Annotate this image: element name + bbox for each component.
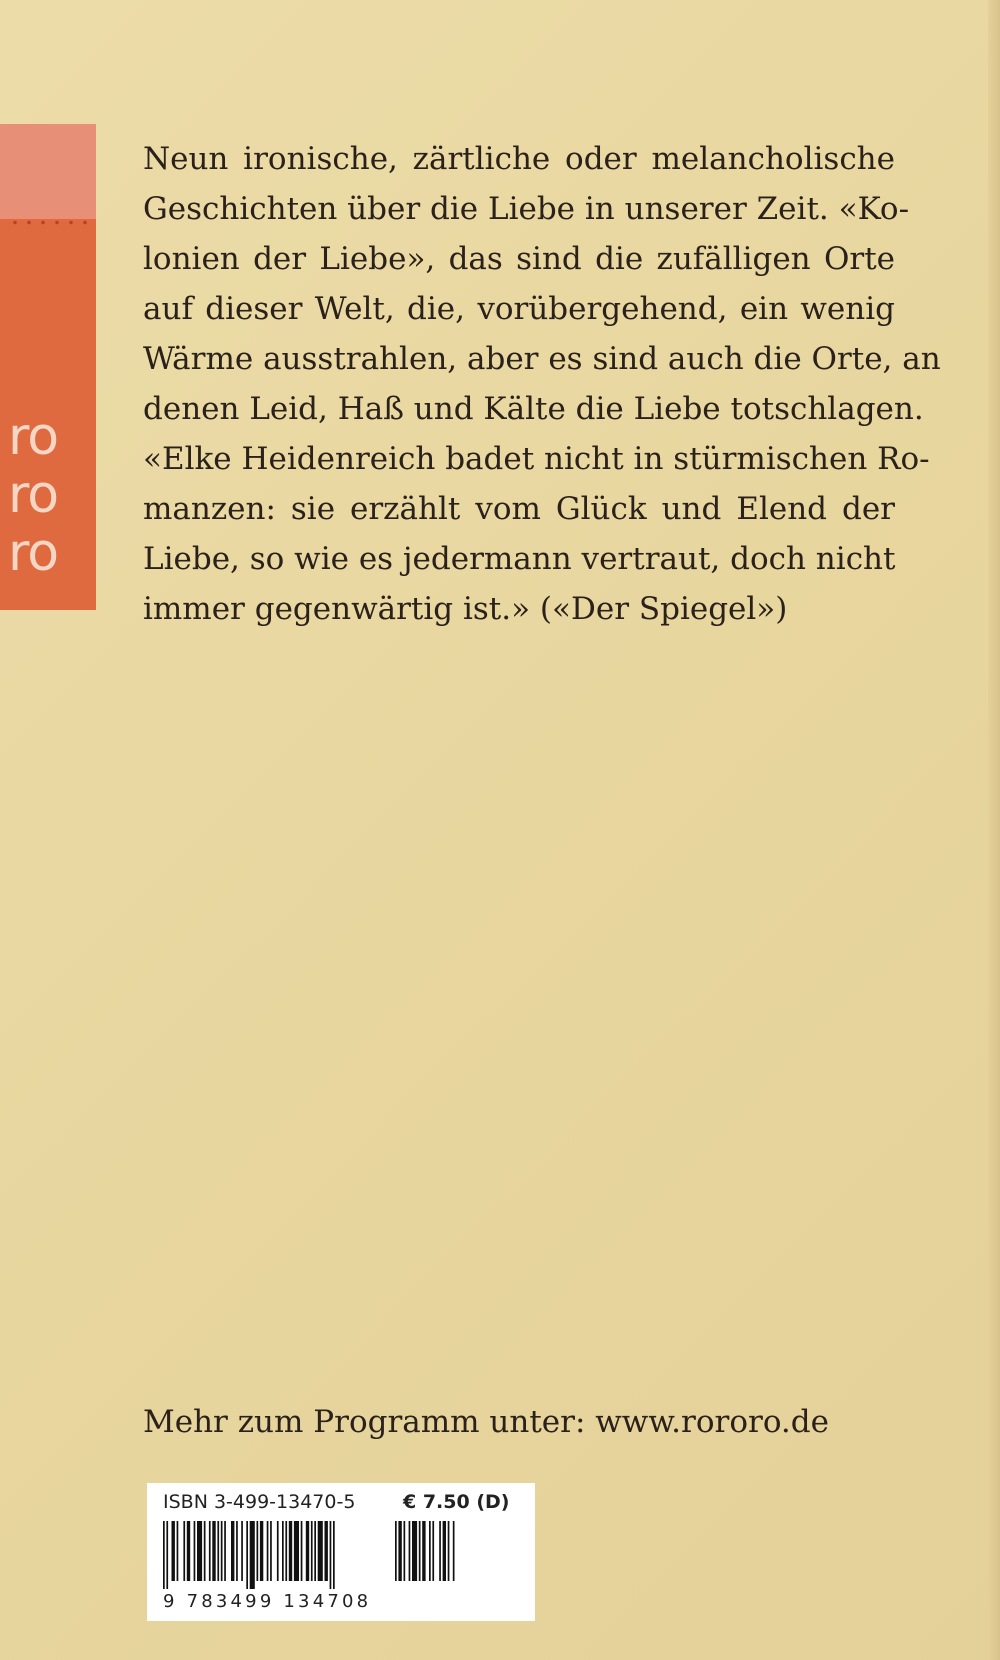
barcode-bar (194, 1521, 196, 1581)
barcode-bar (241, 1521, 243, 1581)
barcode-bar (217, 1521, 219, 1581)
barcode-bar (453, 1521, 455, 1581)
barcode-bar (429, 1521, 431, 1581)
barcode-bar (204, 1521, 206, 1581)
barcode-bar (311, 1521, 313, 1581)
blurb-line: denen Leid, Haß und Kälte die Liebe totschlagen. (143, 391, 924, 427)
barcode-bar (250, 1521, 255, 1589)
barcode-bar (257, 1521, 259, 1581)
barcode-bar (172, 1521, 175, 1581)
barcode-bar (325, 1521, 328, 1581)
barcode-bar (301, 1521, 303, 1581)
barcode-bar (395, 1521, 397, 1581)
barcode-bar (289, 1521, 292, 1581)
blurb-line: Wärme ausstrahlen, aber es sind auch die Orte, an (143, 341, 941, 377)
barcode-bar (183, 1521, 185, 1581)
logo-dotted-rule (8, 220, 96, 225)
barcode-bar (277, 1521, 279, 1581)
cover-edge (988, 0, 1000, 1660)
barcode-bar (398, 1521, 401, 1581)
barcode-bar (209, 1521, 211, 1581)
website-note: Mehr zum Programm unter: www.rororo.de (143, 1404, 829, 1440)
barcode-bar (409, 1521, 411, 1581)
barcode-bar (163, 1521, 165, 1589)
barcode-bar (404, 1521, 406, 1581)
barcode-bar (236, 1521, 238, 1581)
logo-word-2: ro (8, 465, 59, 525)
price-text: € 7.50 (D) (403, 1491, 510, 1513)
ean-digits: 9 783499 134708 (163, 1591, 372, 1612)
barcode-bar (333, 1521, 335, 1589)
barcode-bar (177, 1521, 179, 1581)
price-addon-barcode (395, 1521, 495, 1589)
blurb-line: Neun ironische, zärtliche oder melancholische (143, 141, 895, 177)
logo-cap (0, 124, 96, 219)
barcode-bar (412, 1521, 417, 1581)
logo-word-1: ro (8, 407, 59, 467)
barcode-bar (294, 1521, 299, 1581)
rororo-logo (0, 124, 96, 610)
barcode-bar (270, 1521, 272, 1581)
barcode-bar (443, 1521, 446, 1581)
blurb-text (143, 134, 941, 634)
barcode-bar (306, 1521, 309, 1581)
barcode-bar (221, 1521, 223, 1581)
barcode-bar (448, 1521, 450, 1581)
barcode-bar (224, 1521, 226, 1581)
blurb-line: manzen: sie erzählt vom Glück und Elend der (143, 491, 895, 527)
barcode-bar (212, 1521, 215, 1581)
blurb-line: immer gegenwärtig ist.» («Der Spiegel») (143, 591, 788, 627)
barcode-bar (439, 1521, 441, 1581)
blurb-line: lonien der Liebe», das sind die zufälligen Orte (143, 241, 895, 277)
barcode-bar (419, 1521, 421, 1581)
blurb-line: «Elke Heidenreich badet nicht in stürmischen Ro- (143, 441, 930, 477)
logo-word-3: ro (8, 523, 59, 583)
barcode-bar (246, 1521, 248, 1589)
barcode-bar (432, 1521, 434, 1581)
barcode-bar (267, 1521, 269, 1581)
isbn-text: ISBN 3-499-13470-5 (163, 1491, 356, 1513)
blurb-line: Geschichten über die Liebe in unserer Zeit. «Ko- (143, 191, 910, 227)
barcode-bar (260, 1521, 263, 1581)
barcode-label (147, 1483, 535, 1621)
ean-barcode (163, 1521, 373, 1589)
barcode-bar (285, 1521, 287, 1581)
barcode-bar (422, 1521, 425, 1581)
barcode-bar (330, 1521, 332, 1589)
barcode-bar (166, 1521, 168, 1589)
barcode-bar (187, 1521, 190, 1581)
blurb-line: auf dieser Welt, die, vorübergehend, ein wenig (143, 291, 895, 327)
barcode-bar (318, 1521, 323, 1581)
barcode-bar (197, 1521, 202, 1581)
barcode-bar (282, 1521, 284, 1581)
barcode-bar (314, 1521, 316, 1581)
barcode-bar (231, 1521, 234, 1581)
blurb-line: Liebe, so wie es jedermann vertraut, doch nicht (143, 541, 896, 577)
